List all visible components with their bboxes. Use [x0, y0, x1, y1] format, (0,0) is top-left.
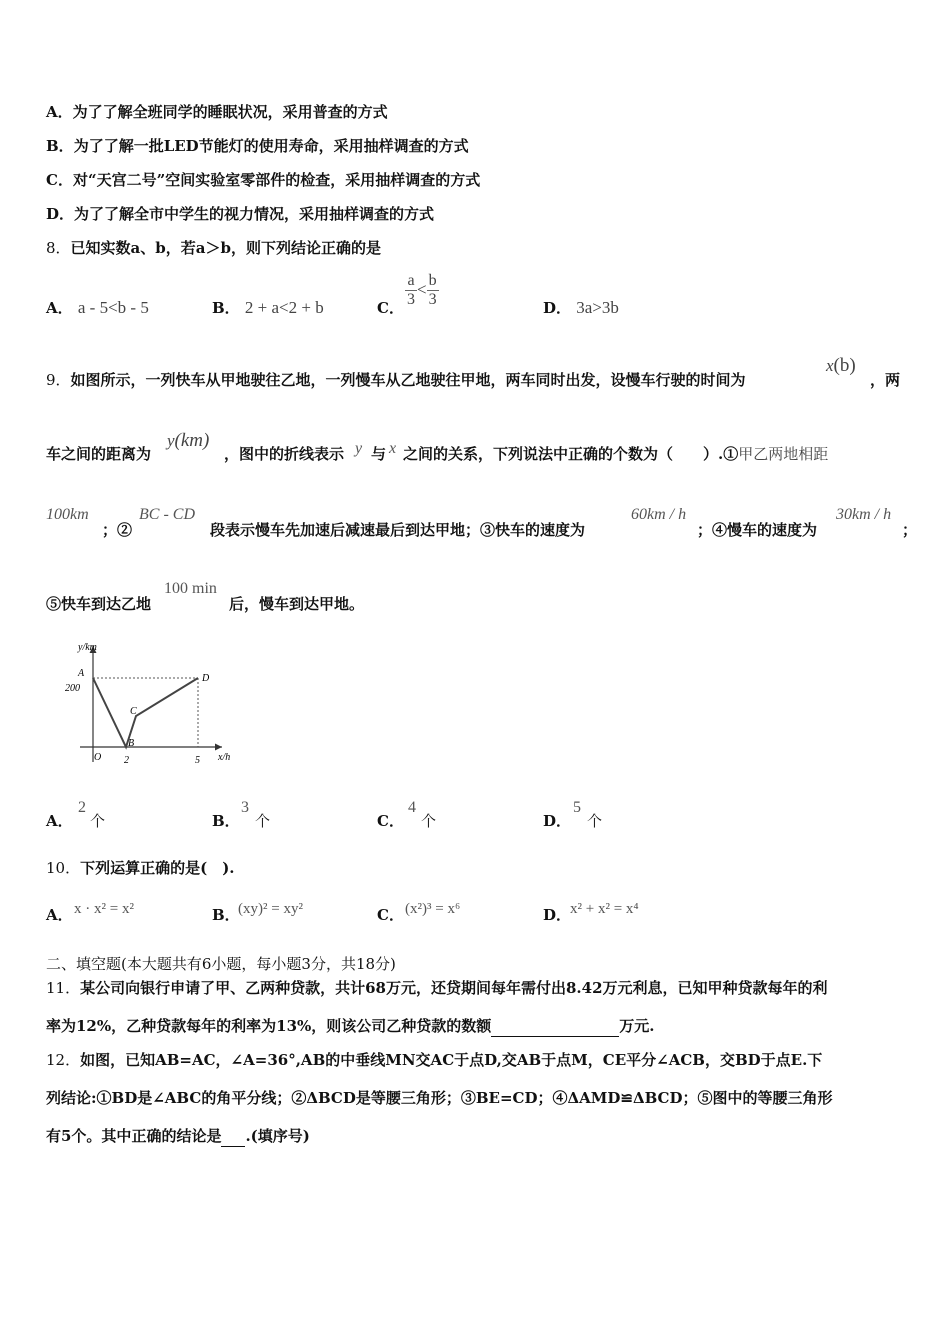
fraction: $\frac{a}{3}$	[407, 272, 415, 308]
q12-line-2: 列结论:①BD是∠ABC的角平分线；②ΔBCD是等腰三角形；③BE=CD；④ΔAMD≌ΔBCD；⑤图中的等腰三角形	[46, 1089, 833, 1107]
q11-answer-blank[interactable]	[491, 1016, 619, 1037]
q10-option-d: D．	[543, 906, 572, 924]
q9-line-2c: 之间的关系，下列说法中正确的个数为（ ）.①甲乙两地相距	[403, 445, 829, 463]
q9-option-c-value: 4	[408, 799, 416, 816]
q9-option-d-value: 5	[573, 799, 581, 816]
q9-option-d-unit: 个	[587, 812, 603, 830]
q9-option-b: B．	[212, 812, 240, 830]
q9-option-c: C．	[377, 812, 404, 830]
q10-option-a: A．	[46, 906, 73, 924]
q8-stem: 8．已知实数a、b，若a＞b，则下列结论正确的是	[46, 239, 381, 257]
q10-option-c-math: (x²)³ = x⁶	[405, 901, 461, 917]
q8-option-d: D． 3a>3b	[543, 298, 619, 317]
fraction: $\frac{b}{3}$	[428, 272, 437, 308]
q9-option-c-unit: 个	[421, 812, 437, 830]
q9-semicolon: ；	[902, 521, 918, 539]
x-tick-2: 2	[124, 755, 129, 766]
q7-option-c: C．对“天宫二号”空间实验室零部件的检查，采用抽样调查的方式	[46, 171, 481, 189]
q9-distance-time-graph	[60, 636, 250, 771]
q7-option-a: A．为了了解全班同学的睡眠状况，采用普查的方式	[46, 103, 388, 121]
q9-line-2b: ，图中的折线表示	[224, 445, 345, 463]
point-d-label: D	[202, 673, 210, 684]
q9-statement-2a: ；②	[102, 521, 133, 539]
q10-option-a-math: x · x² = x²	[74, 901, 134, 917]
q11-line-1: 11．某公司向银行申请了甲、乙两种贷款，共计68万元，还贷期间每年需付出8.42万元利息，已知甲种贷款每年的利	[46, 979, 828, 997]
q9-statement-5a: ⑤快车到达乙地	[46, 595, 152, 613]
origin-label: O	[94, 752, 102, 763]
q9-option-b-unit: 个	[255, 812, 271, 830]
q9-time: 100 min	[164, 580, 217, 597]
q9-option-a-unit: 个	[90, 812, 106, 830]
point-c-label: C	[130, 706, 137, 717]
q9-option-a-value: 2	[78, 799, 86, 816]
q9-statement-2b: 段表示慢车先加速后减速最后到达甲地；③快车的速度为	[210, 521, 586, 539]
point-a-label: A	[78, 668, 85, 679]
q9-segment: BC - CD	[139, 506, 195, 523]
q9-y-var-2: y	[355, 440, 363, 457]
y-tick-200: 200	[65, 683, 80, 694]
q9-line-1-end: ，两	[870, 371, 901, 389]
q9-line-2a: 车之间的距离为	[46, 445, 152, 463]
x-tick-5: 5	[195, 755, 200, 766]
q8-option-b: B． 2 + a<2 + b	[212, 298, 324, 317]
q10-option-b: B．	[212, 906, 240, 924]
point-b-label: B	[128, 738, 135, 749]
q11-line-2: 率为12%，乙种贷款每年的利率为13%，则该公司乙种贷款的数额 万元.	[46, 1017, 655, 1035]
q9-statement-3: ；④慢车的速度为	[697, 521, 818, 539]
q7-option-d: D．为了了解全市中学生的视力情况，采用抽样调查的方式	[46, 205, 435, 223]
q12-line-3: 有5个。其中正确的结论是 .(填序号)	[46, 1127, 310, 1145]
q8-option-c-math: $\frac{a}{3}$ < $\frac{b}{3}$	[407, 272, 437, 308]
q8-option-c-label: C．	[377, 299, 404, 317]
q9-line-1: 9．如图所示，一列快车从甲地驶往乙地，一列慢车从乙地驶往甲地，两车同时出发，设慢车行驶的时间为	[46, 371, 746, 389]
q9-statement-5b: 后，慢车到达甲地。	[229, 595, 365, 613]
q10-option-c: C．	[377, 906, 404, 924]
q10-option-d-math: x² + x² = x⁴	[570, 901, 639, 917]
q9-and: 与	[371, 445, 387, 463]
q9-distance: 100km	[46, 506, 89, 523]
distance-polyline	[93, 678, 198, 747]
q9-x-var-2: x	[389, 440, 397, 457]
q9-speed-1: 60km / h	[631, 506, 687, 523]
q9-option-a: A．	[46, 812, 73, 830]
q9-y-var: y(km)	[167, 430, 210, 451]
q7-option-b: B．为了了解一批LED节能灯的使用寿命，采用抽样调查的方式	[46, 137, 469, 155]
q9-option-b-value: 3	[241, 799, 249, 816]
q12-line-1: 12．如图，已知AB=AC，∠A=36°,AB的中垂线MN交AC于点D,交AB于点M，CE平分∠ACB，交BD于点E.下	[46, 1051, 823, 1069]
y-axis-label: y/km	[78, 642, 97, 653]
q8-option-a: A． a - 5<b - 5	[46, 298, 149, 317]
q9-x-var: x(b)	[826, 355, 856, 376]
section-2-title: 二、填空题(本大题共有6小题，每小题3分，共18分)	[46, 955, 396, 973]
x-axis-label: x/h	[218, 752, 231, 763]
q10-option-b-math: (xy)² = xy²	[238, 901, 303, 917]
q10-stem: 10．下列运算正确的是( ).	[46, 859, 235, 877]
q12-answer-blank[interactable]	[221, 1126, 245, 1147]
q9-option-d: D．	[543, 812, 572, 830]
q9-speed-2: 30km / h	[836, 506, 892, 523]
